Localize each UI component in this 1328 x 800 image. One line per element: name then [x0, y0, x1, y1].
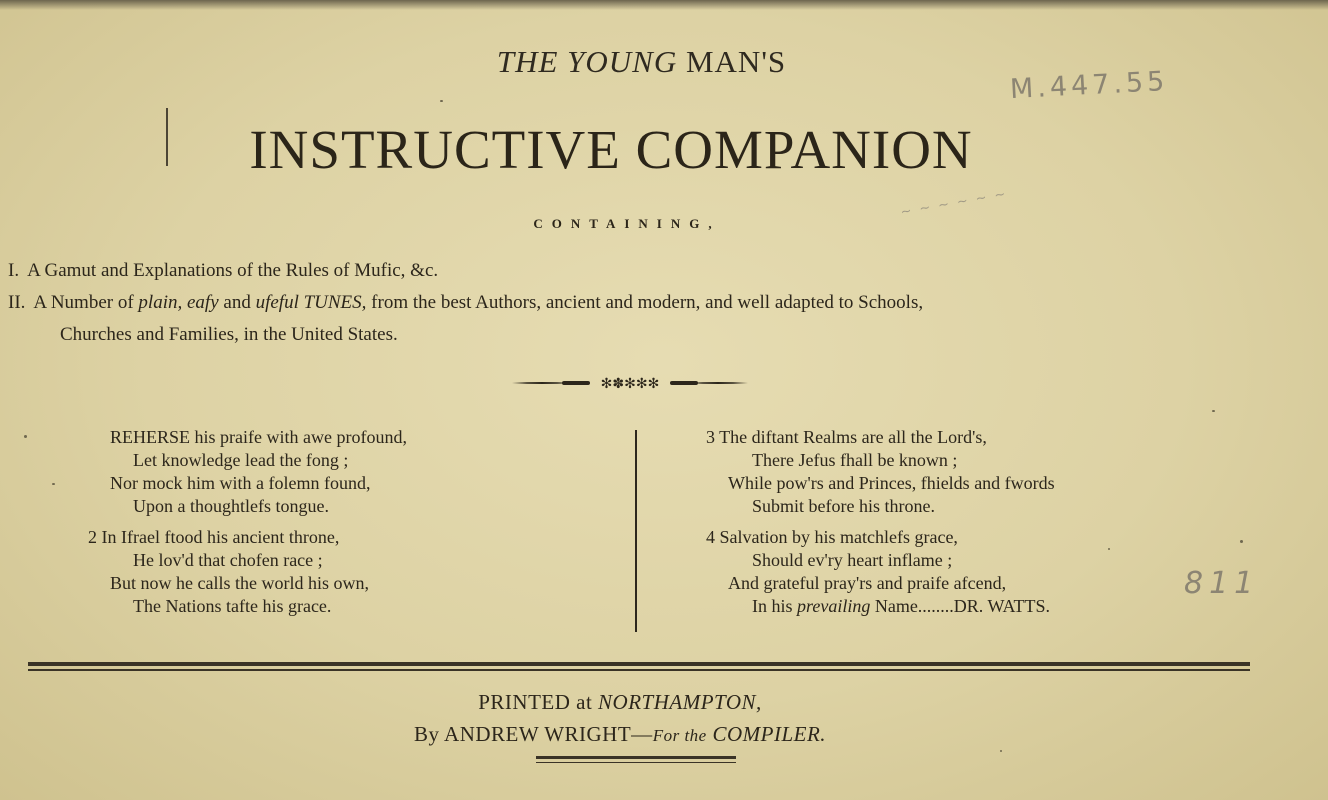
item-text: A Gamut and Explanations of the Rules of Mufic, &c. [27, 260, 439, 281]
hymn-line: The Nations tafte his grace. [133, 596, 332, 616]
hymn-attribution: Name........DR. WATTS. [874, 596, 1050, 616]
item-text: from the best Authors, ancient and modern, and well adapted to Schools, [371, 292, 924, 313]
ink-speck [52, 483, 55, 485]
handwritten-faint-note: ~ ~ ~ ~ ~ ~ [899, 186, 1009, 221]
contents-item-2-continued: Churches and Families, in the United States. [60, 324, 398, 345]
title-mans: MAN'S [685, 44, 787, 79]
ornament-rule [512, 374, 748, 392]
item-number: II. [8, 292, 26, 313]
hymn-line: Nor mock him with a folemn found, [110, 473, 371, 493]
hymn-line: While pow'rs and Princes, fhields and fwords [728, 473, 1055, 493]
ink-speck [1212, 410, 1215, 412]
imprint-line-1 [0, 690, 1240, 715]
hymn-line: 3 The diftant Realms are all the Lord's, [706, 427, 987, 447]
italic-useful-tunes: ufeful TUNES, [255, 292, 367, 313]
item-number: I. [8, 260, 20, 281]
hymn-last-line [752, 595, 1050, 618]
imprint-text: PRINTED at [478, 690, 593, 714]
italic-easy: eafy [186, 292, 219, 313]
ink-speck [1240, 540, 1243, 543]
hymn-line: But now he calls the world his own, [110, 573, 369, 593]
footer-rule [536, 756, 736, 759]
hymn-italic: prevailing [797, 596, 871, 616]
column-divider [635, 430, 637, 632]
hymn-line: He lov'd that chofen race ; [133, 550, 323, 570]
imprint-line-2 [0, 722, 1240, 747]
item-text: and [223, 292, 251, 313]
contents-item-1 [8, 260, 438, 282]
ink-speck [1000, 750, 1002, 752]
handwritten-number: 811 [1184, 566, 1260, 601]
top-edge-shadow [0, 0, 1328, 10]
double-rule-thick [28, 662, 1250, 666]
hymn-line: Submit before his throne. [752, 496, 935, 516]
imprint-printer: By ANDREW WRIGHT— [413, 722, 653, 746]
imprint-compiler: COMPILER. [712, 722, 827, 746]
footer-rule-thin [536, 762, 736, 763]
hymn-line: 2 In Ifrael ftood his ancient throne, [88, 527, 340, 547]
ink-speck [440, 100, 443, 102]
hymn-text: In his [752, 596, 793, 616]
handwritten-shelfmark: M.447.55 [1009, 65, 1170, 106]
ink-speck [1108, 548, 1110, 550]
hymn-line: Upon a thoughtlefs tongue. [133, 496, 329, 516]
imprint-for-the: For the [652, 726, 707, 745]
containing-label: CONTAINING, [533, 216, 721, 231]
item-text: A Number of [33, 292, 134, 313]
hymn-line: There Jefus fhall be known ; [752, 450, 958, 470]
title-italic: THE YOUNG [496, 44, 678, 79]
svg-text:✻✽✻✻✻: ✻✽✻✻✻ [600, 376, 660, 392]
hymn-line: 4 Salvation by his matchlefs grace, [706, 527, 958, 547]
double-rule-thin [28, 669, 1250, 671]
hymn-line: REHERSE his praife with awe profound, [110, 427, 407, 447]
hymn-line: Should ev'ry heart inflame ; [752, 550, 953, 570]
contents-item-2 [8, 292, 923, 314]
main-title: INSTRUCTIVE COMPANION [249, 119, 973, 180]
ink-speck [24, 435, 27, 438]
hymn-line: Let knowledge lead the fong ; [133, 450, 349, 470]
italic-plain: plain, [138, 292, 183, 313]
hymn-line: And grateful pray'rs and praife afcend, [728, 573, 1007, 593]
imprint-place: NORTHAMPTON, [598, 690, 762, 714]
